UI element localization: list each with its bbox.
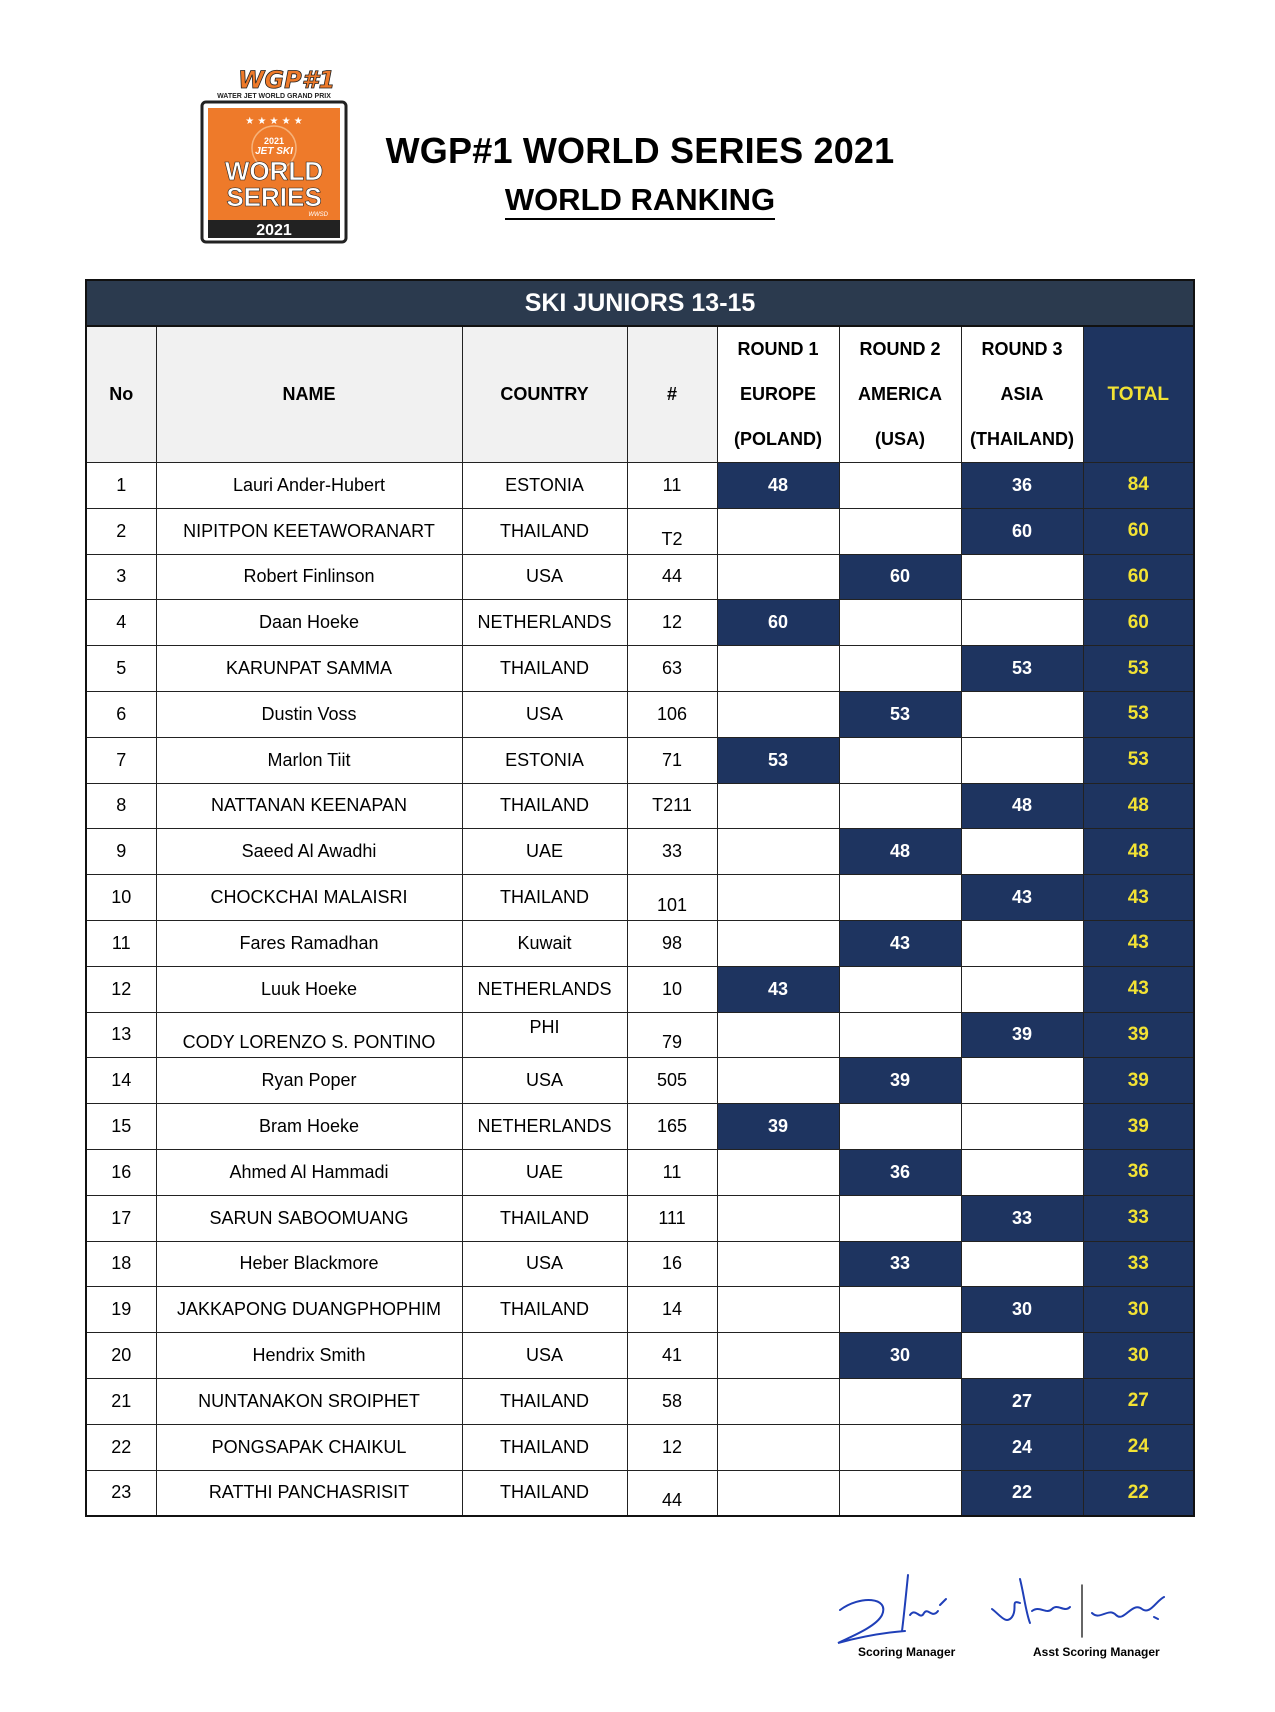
cell-round1 <box>717 783 839 829</box>
cell-country: UAE <box>462 829 627 875</box>
cell-name: Ahmed Al Hammadi <box>156 1149 462 1195</box>
table-row <box>86 1195 1194 1241</box>
cell-round2: 33 <box>839 1241 961 1287</box>
cell-total: 27 <box>1083 1378 1194 1424</box>
logo-line1: WORLD <box>224 156 324 186</box>
cell-number: 71 <box>627 737 717 783</box>
cell-round3 <box>961 1241 1083 1287</box>
cell-number: 44 <box>627 1470 717 1516</box>
cell-round3: 33 <box>961 1195 1083 1241</box>
cell-total: 39 <box>1083 1012 1194 1058</box>
cell-no: 12 <box>86 966 156 1012</box>
cell-round1 <box>717 691 839 737</box>
cell-no: 1 <box>86 463 156 509</box>
cell-number: 58 <box>627 1378 717 1424</box>
cell-name: Luuk Hoeke <box>156 966 462 1012</box>
cell-round3: 30 <box>961 1287 1083 1333</box>
page-subtitle-text: WORLD RANKING <box>505 182 775 220</box>
cell-round2 <box>839 1104 961 1150</box>
table-row <box>86 691 1194 737</box>
cell-round1 <box>717 554 839 600</box>
cell-country: NETHERLANDS <box>462 966 627 1012</box>
cell-round3: 24 <box>961 1424 1083 1470</box>
cell-total: 43 <box>1083 875 1194 921</box>
col-header-round2 <box>839 326 961 463</box>
scoring-manager-label: Scoring Manager <box>858 1645 956 1659</box>
table-row <box>86 1149 1194 1195</box>
cell-name: NATTANAN KEENAPAN <box>156 783 462 829</box>
cell-no: 23 <box>86 1470 156 1516</box>
cell-country: THAILAND <box>462 1424 627 1470</box>
cell-total: 30 <box>1083 1333 1194 1379</box>
ranking-table <box>85 279 1195 1517</box>
cell-round2: 36 <box>839 1149 961 1195</box>
cell-round3 <box>961 600 1083 646</box>
cell-number: T211 <box>627 783 717 829</box>
cell-no: 16 <box>86 1149 156 1195</box>
cell-no: 7 <box>86 737 156 783</box>
cell-number: 165 <box>627 1104 717 1150</box>
asst-scoring-manager-label: Asst Scoring Manager <box>1033 1645 1160 1659</box>
table-row <box>86 875 1194 921</box>
cell-country: USA <box>462 1241 627 1287</box>
cell-round2 <box>839 1012 961 1058</box>
cell-round2: 30 <box>839 1333 961 1379</box>
cell-number: 505 <box>627 1058 717 1104</box>
cell-country: THAILAND <box>462 1378 627 1424</box>
cell-country: ESTONIA <box>462 463 627 509</box>
cell-round1 <box>717 920 839 966</box>
cell-number: 14 <box>627 1287 717 1333</box>
table-row <box>86 646 1194 692</box>
cell-round1: 43 <box>717 966 839 1012</box>
cell-country: UAE <box>462 1149 627 1195</box>
cell-no: 13 <box>86 1012 156 1058</box>
cell-round2 <box>839 1470 961 1516</box>
category-header: SKI JUNIORS 13-15 <box>86 280 1194 326</box>
cell-number: 11 <box>627 463 717 509</box>
cell-country: THAILAND <box>462 1195 627 1241</box>
cell-name: PONGSAPAK CHAIKUL <box>156 1424 462 1470</box>
cell-country: ESTONIA <box>462 737 627 783</box>
cell-number: 63 <box>627 646 717 692</box>
cell-number: 10 <box>627 966 717 1012</box>
cell-number: 44 <box>627 554 717 600</box>
cell-round2 <box>839 1195 961 1241</box>
round2-line2: AMERICA <box>858 384 942 404</box>
logo-brand-small: JET SKI <box>255 146 293 157</box>
cell-round3 <box>961 691 1083 737</box>
cell-round1 <box>717 1287 839 1333</box>
logo-year: 2021 <box>256 222 292 239</box>
table-row <box>86 737 1194 783</box>
cell-round3 <box>961 1104 1083 1150</box>
table-row <box>86 1424 1194 1470</box>
cell-round1 <box>717 508 839 554</box>
cell-round2: 39 <box>839 1058 961 1104</box>
cell-name: Dustin Voss <box>156 691 462 737</box>
cell-round3 <box>961 966 1083 1012</box>
page-title: WGP#1 WORLD SERIES 2021 <box>385 130 895 171</box>
cell-round1 <box>717 1195 839 1241</box>
cell-number: 98 <box>627 920 717 966</box>
cell-number: 101 <box>627 875 717 921</box>
cell-name: Heber Blackmore <box>156 1241 462 1287</box>
cell-no: 8 <box>86 783 156 829</box>
logo-stars: ★ ★ ★ ★ ★ <box>245 116 303 127</box>
cell-no: 11 <box>86 920 156 966</box>
logo-line2: SERIES <box>226 182 322 212</box>
cell-number: 11 <box>627 1149 717 1195</box>
cell-round3 <box>961 829 1083 875</box>
cell-round1 <box>717 1424 839 1470</box>
cell-round1: 53 <box>717 737 839 783</box>
cell-round2 <box>839 1378 961 1424</box>
cell-no: 15 <box>86 1104 156 1150</box>
cell-no: 6 <box>86 691 156 737</box>
cell-round1: 60 <box>717 600 839 646</box>
logo-banner-text: WATER JET WORLD GRAND PRIX <box>217 93 331 100</box>
cell-name: Bram Hoeke <box>156 1104 462 1150</box>
cell-name: Hendrix Smith <box>156 1333 462 1379</box>
cell-total: 43 <box>1083 966 1194 1012</box>
cell-total: 53 <box>1083 646 1194 692</box>
cell-name: CODY LORENZO S. PONTINO <box>156 1012 462 1058</box>
table-row <box>86 463 1194 509</box>
cell-total: 60 <box>1083 600 1194 646</box>
page-subtitle <box>380 182 900 218</box>
round3-line3: (THAILAND) <box>970 429 1074 449</box>
table-row <box>86 1104 1194 1150</box>
cell-country: Kuwait <box>462 920 627 966</box>
cell-number: 12 <box>627 600 717 646</box>
cell-round3: 27 <box>961 1378 1083 1424</box>
col-header-country: COUNTRY <box>462 326 627 463</box>
cell-country: THAILAND <box>462 1470 627 1516</box>
cell-total: 39 <box>1083 1058 1194 1104</box>
cell-number: 111 <box>627 1195 717 1241</box>
table-row <box>86 783 1194 829</box>
cell-total: 39 <box>1083 1104 1194 1150</box>
cell-country: USA <box>462 554 627 600</box>
cell-round1 <box>717 1333 839 1379</box>
col-header-round1 <box>717 326 839 463</box>
cell-name: Ryan Poper <box>156 1058 462 1104</box>
cell-country: THAILAND <box>462 1287 627 1333</box>
cell-round3 <box>961 1058 1083 1104</box>
cell-round2: 43 <box>839 920 961 966</box>
cell-name: Robert Finlinson <box>156 554 462 600</box>
scoring-manager-signature <box>838 1575 946 1643</box>
cell-round2 <box>839 463 961 509</box>
cell-round3 <box>961 554 1083 600</box>
cell-no: 21 <box>86 1378 156 1424</box>
round2-line3: (USA) <box>875 429 925 449</box>
table-row <box>86 1012 1194 1058</box>
cell-round3 <box>961 920 1083 966</box>
table-row <box>86 966 1194 1012</box>
cell-round3: 39 <box>961 1012 1083 1058</box>
cell-total: 48 <box>1083 829 1194 875</box>
table-row <box>86 920 1194 966</box>
cell-name: RATTHI PANCHASRISIT <box>156 1470 462 1516</box>
table-row <box>86 1470 1194 1516</box>
round1-line1: ROUND 1 <box>737 339 819 359</box>
ranking-body <box>86 463 1194 1516</box>
cell-round2 <box>839 600 961 646</box>
cell-country: USA <box>462 1058 627 1104</box>
cell-round1 <box>717 1012 839 1058</box>
cell-round1 <box>717 875 839 921</box>
cell-country: USA <box>462 1333 627 1379</box>
cell-number: 16 <box>627 1241 717 1287</box>
cell-total: 36 <box>1083 1149 1194 1195</box>
col-header-no: No <box>86 326 156 463</box>
cell-no: 18 <box>86 1241 156 1287</box>
cell-round3 <box>961 1333 1083 1379</box>
cell-number: 33 <box>627 829 717 875</box>
cell-total: 22 <box>1083 1470 1194 1516</box>
table-row <box>86 1378 1194 1424</box>
cell-no: 5 <box>86 646 156 692</box>
col-header-total: TOTAL <box>1083 326 1194 463</box>
cell-name: Marlon Tiit <box>156 737 462 783</box>
cell-country: NETHERLANDS <box>462 1104 627 1150</box>
cell-no: 9 <box>86 829 156 875</box>
signatures <box>820 1555 1200 1655</box>
cell-number: 41 <box>627 1333 717 1379</box>
col-header-round3 <box>961 326 1083 463</box>
cell-number: 106 <box>627 691 717 737</box>
cell-round3: 22 <box>961 1470 1083 1516</box>
cell-round1 <box>717 1241 839 1287</box>
cell-no: 3 <box>86 554 156 600</box>
cell-name: Lauri Ander-Hubert <box>156 463 462 509</box>
table-row <box>86 829 1194 875</box>
col-header-number: # <box>627 326 717 463</box>
cell-total: 33 <box>1083 1241 1194 1287</box>
cell-name: NIPITPON KEETAWORANART <box>156 508 462 554</box>
cell-name: Fares Ramadhan <box>156 920 462 966</box>
cell-total: 84 <box>1083 463 1194 509</box>
cell-round3: 60 <box>961 508 1083 554</box>
cell-round2 <box>839 1287 961 1333</box>
cell-total: 48 <box>1083 783 1194 829</box>
cell-name: Saeed Al Awadhi <box>156 829 462 875</box>
cell-name: Daan Hoeke <box>156 600 462 646</box>
cell-name: SARUN SABOOMUANG <box>156 1195 462 1241</box>
cell-round3: 53 <box>961 646 1083 692</box>
table-row <box>86 508 1194 554</box>
cell-round3: 43 <box>961 875 1083 921</box>
cell-round1: 39 <box>717 1104 839 1150</box>
cell-round3 <box>961 737 1083 783</box>
cell-total: 60 <box>1083 508 1194 554</box>
cell-total: 24 <box>1083 1424 1194 1470</box>
cell-total: 43 <box>1083 920 1194 966</box>
cell-no: 22 <box>86 1424 156 1470</box>
cell-country: THAILAND <box>462 646 627 692</box>
cell-country: THAILAND <box>462 875 627 921</box>
cell-round3: 36 <box>961 463 1083 509</box>
cell-number: 12 <box>627 1424 717 1470</box>
cell-number: 79 <box>627 1012 717 1058</box>
cell-country: PHI <box>462 1012 627 1058</box>
logo-top-text: WGP#1 <box>238 66 336 94</box>
table-row <box>86 1287 1194 1333</box>
cell-round1 <box>717 1378 839 1424</box>
cell-total: 53 <box>1083 737 1194 783</box>
cell-total: 60 <box>1083 554 1194 600</box>
cell-no: 14 <box>86 1058 156 1104</box>
table-row <box>86 1058 1194 1104</box>
cell-name: KARUNPAT SAMMA <box>156 646 462 692</box>
cell-round2 <box>839 508 961 554</box>
col-header-name: NAME <box>156 326 462 463</box>
cell-no: 17 <box>86 1195 156 1241</box>
cell-total: 53 <box>1083 691 1194 737</box>
cell-round3 <box>961 1149 1083 1195</box>
cell-round2 <box>839 737 961 783</box>
cell-round2 <box>839 783 961 829</box>
table-row <box>86 1241 1194 1287</box>
logo-small-mark: WWSD <box>308 212 328 218</box>
cell-round1 <box>717 1470 839 1516</box>
cell-round2: 48 <box>839 829 961 875</box>
cell-total: 33 <box>1083 1195 1194 1241</box>
cell-round1 <box>717 646 839 692</box>
cell-no: 4 <box>86 600 156 646</box>
cell-total: 30 <box>1083 1287 1194 1333</box>
asst-scoring-manager-signature <box>992 1579 1164 1637</box>
round3-line2: ASIA <box>1000 384 1044 404</box>
cell-name: JAKKAPONG DUANGPHOPHIM <box>156 1287 462 1333</box>
cell-round1: 48 <box>717 463 839 509</box>
table-row <box>86 1333 1194 1379</box>
cell-country: NETHERLANDS <box>462 600 627 646</box>
round1-line2: EUROPE <box>739 384 817 404</box>
cell-country: THAILAND <box>462 783 627 829</box>
cell-round2: 53 <box>839 691 961 737</box>
cell-no: 20 <box>86 1333 156 1379</box>
cell-name: CHOCKCHAI MALAISRI <box>156 875 462 921</box>
cell-no: 2 <box>86 508 156 554</box>
event-logo <box>198 66 350 246</box>
table-row <box>86 554 1194 600</box>
round3-line1: ROUND 3 <box>981 339 1063 359</box>
cell-round2 <box>839 966 961 1012</box>
cell-country: THAILAND <box>462 508 627 554</box>
cell-number: T2 <box>627 508 717 554</box>
cell-round1 <box>717 829 839 875</box>
cell-no: 19 <box>86 1287 156 1333</box>
cell-no: 10 <box>86 875 156 921</box>
table-row <box>86 600 1194 646</box>
cell-round1 <box>717 1149 839 1195</box>
round1-line3: (POLAND) <box>734 429 822 449</box>
round2-line1: ROUND 2 <box>859 339 941 359</box>
cell-round3: 48 <box>961 783 1083 829</box>
cell-round2 <box>839 646 961 692</box>
cell-round2: 60 <box>839 554 961 600</box>
cell-round1 <box>717 1058 839 1104</box>
cell-round2 <box>839 875 961 921</box>
cell-country: USA <box>462 691 627 737</box>
cell-round2 <box>839 1424 961 1470</box>
logo-year-small: 2021 <box>263 136 285 146</box>
cell-name: NUNTANAKON SROIPHET <box>156 1378 462 1424</box>
